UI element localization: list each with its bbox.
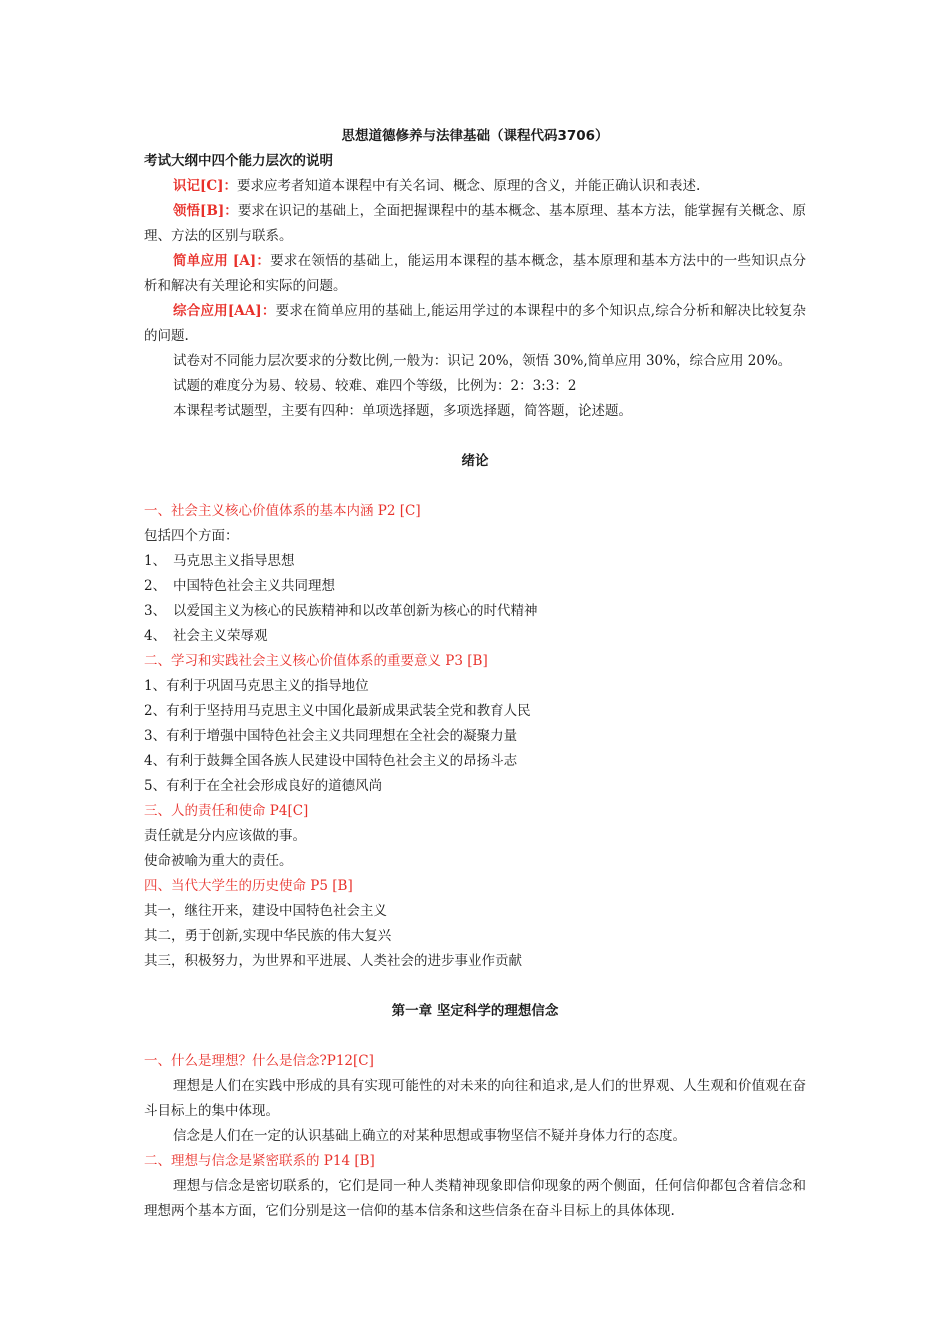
- level-comprehend: [144, 199, 806, 249]
- chapter-title-1: 第一章 坚定科学的理想信念: [391, 1003, 559, 1019]
- list-item: [144, 549, 806, 574]
- section-heading: 二、理想与信念是紧密联系的 P14 [B]: [144, 1153, 375, 1169]
- document-body: [144, 124, 806, 1224]
- paragraph: 信念是人们在一定的认识基础上确立的对某种思想或事物坚信不疑并身体力行的态度。: [173, 1128, 686, 1144]
- level-text: 要求在识记的基础上，全面把握课程中的基本概念、基本原理、基本方法，能掌握有关概念、原理、方法的区别与联系。: [144, 203, 807, 244]
- level-text: 要求在简单应用的基础上,能运用学过的本课程中的多个知识点,综合分析和解决比较复杂的问题.: [144, 303, 806, 344]
- level-comprehensive-apply: [144, 299, 806, 349]
- section-line: 1、有利于巩固马克思主义的指导地位: [144, 678, 369, 694]
- section-heading: 三、人的责任和使命 P4[C]: [144, 803, 309, 819]
- level-label: 简单应用 [A]：: [173, 253, 271, 269]
- ability-levels-heading: 考试大纲中四个能力层次的说明: [144, 153, 333, 169]
- list-item: [144, 599, 806, 624]
- list-item: [144, 624, 806, 649]
- section-line: 包括四个方面：: [144, 528, 239, 544]
- paragraph: 理想与信念是密切联系的，它们是同一种人类精神现象即信仰现象的两个侧面，任何信仰都包含着信念和理想两个基本方面，它们分别是这一信仰的基本信条和这些信条在奋斗目标上的具体体现.: [144, 1178, 806, 1219]
- question-types-note: 本课程考试题型，主要有四种：单项选择题，多项选择题，简答题，论述题。: [173, 403, 632, 419]
- section-line: 其二，勇于创新,实现中华民族的伟大复兴: [144, 928, 392, 944]
- difficulty-note: 试题的难度分为易、较易、较难、难四个等级，比例为：2：3:3：2: [173, 378, 577, 394]
- section-line: 3、有利于增强中国特色社会主义共同理想在全社会的凝聚力量: [144, 728, 518, 744]
- list-number: 3、: [144, 603, 167, 619]
- chapter-title-intro: 绪论: [461, 453, 489, 469]
- document-title: 思想道德修养与法律基础（课程代码3706）: [341, 128, 609, 144]
- list-item: [144, 574, 806, 599]
- section-heading: 二、学习和实践社会主义核心价值体系的重要意义 P3 [B]: [144, 653, 488, 669]
- section-heading: 四、当代大学生的历史使命 P5 [B]: [144, 878, 353, 894]
- section-line: 其一，继往开来，建设中国特色社会主义: [144, 903, 387, 919]
- section-line: 4、有利于鼓舞全国各族人民建设中国特色社会主义的昂扬斗志: [144, 753, 518, 769]
- level-text: 要求在领悟的基础上，能运用本课程的基本概念，基本原理和基本方法中的一些知识点分析和解决有关理论和实际的问题。: [144, 253, 806, 294]
- level-text: 要求应考者知道本课程中有关名词、概念、原理的含义，并能正确认识和表述.: [237, 178, 701, 194]
- list-text: 马克思主义指导思想: [173, 553, 295, 569]
- list-number: 1、: [144, 553, 167, 569]
- list-number: 2、: [144, 578, 167, 594]
- section-line: 其三，积极努力，为世界和平进展、人类社会的进步事业作贡献: [144, 953, 522, 969]
- level-simple-apply: [144, 249, 806, 299]
- level-recall: [144, 174, 806, 199]
- section-line: 使命被喻为重大的责任。: [144, 853, 293, 869]
- section-line: 5、有利于在全社会形成良好的道德风尚: [144, 778, 383, 794]
- list-text: 社会主义荣辱观: [173, 628, 268, 644]
- list-text: 以爱国主义为核心的民族精神和以改革创新为核心的时代精神: [173, 603, 538, 619]
- level-label: 综合应用[AA]：: [173, 303, 276, 319]
- section-heading: 一、社会主义核心价值体系的基本内涵 P2 [C]: [144, 503, 421, 519]
- paragraph: 理想是人们在实践中形成的具有实现可能性的对未来的向往和追求,是人们的世界观、人生观和价值观在奋斗目标上的集中体现。: [144, 1078, 806, 1119]
- level-label: 领悟[B]：: [173, 203, 238, 219]
- section-line: 责任就是分内应该做的事。: [144, 828, 306, 844]
- section-heading: 一、什么是理想？什么是信念?P12[C]: [144, 1053, 374, 1069]
- list-number: 4、: [144, 628, 167, 644]
- list-text: 中国特色社会主义共同理想: [173, 578, 335, 594]
- section-line: 2、有利于坚持用马克思主义中国化最新成果武装全党和教育人民: [144, 703, 531, 719]
- level-label: 识记[C]：: [173, 178, 238, 194]
- score-ratio-note: 试卷对不同能力层次要求的分数比例,一般为：识记 20%，领悟 30%,简单应用 30%，综合应用 20%。: [173, 353, 792, 369]
